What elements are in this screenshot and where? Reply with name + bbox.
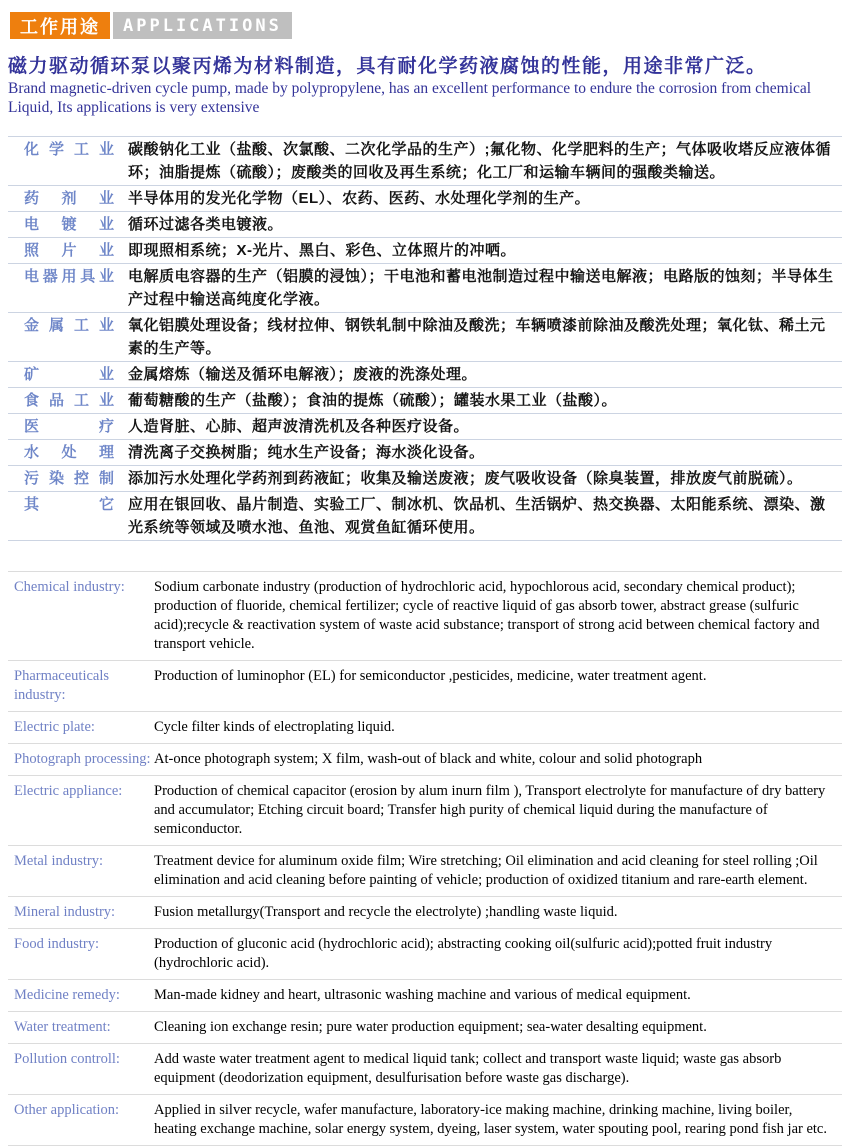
row-text: Fusion metallurgy(Transport and recycle the electrolyte) ;handling waste liquid.: [154, 904, 618, 920]
row-label: Pharmaceuticals industry:: [14, 668, 110, 703]
row-text: Production of gluconic acid (hydrochloric acid); abstracting cooking oil(sulfuric acid);potted fruit industry (hydrochloric acid).: [154, 936, 773, 971]
row-text: Man-made kidney and heart, ultrasonic washing machine and various of medical equipment.: [154, 987, 691, 1003]
row-text: 碳酸钠化工业（盐酸、次氯酸、二次化学品的生产）;氟化物、化学肥料的生产；气体吸收塔反应液体循环；油脂提炼（硫酸）；废酸类的回收及再生系统；化工厂和运输车辆间的强酸类输送。: [128, 141, 831, 181]
table-row: [8, 929, 842, 980]
row-label: 金属工业: [24, 317, 114, 334]
row-text: Cleaning ion exchange resin; pure water production equipment; sea-water desalting equipment.: [154, 1019, 707, 1035]
row-label: 电器用具业: [24, 268, 114, 285]
row-label: 医疗: [24, 418, 114, 435]
row-label: Medicine remedy:: [14, 987, 120, 1003]
row-text: 应用在银回收、晶片制造、实验工厂、制冰机、饮品机、生活锅炉、热交换器、太阳能系统、漂染、激光系统等领域及喷水池、鱼池、观赏鱼缸循环使用。: [128, 496, 826, 536]
row-text: Applied in silver recycle, wafer manufacture, laboratory-ice making machine, drinking machine, living boiler, heating exchange machine, solar energy system, dyeing, laser system, water spouting pool, rearing pond fish jar etc.: [154, 1102, 827, 1137]
table-row: [8, 264, 842, 313]
table-row: [8, 661, 842, 712]
row-label: Other application:: [14, 1102, 120, 1118]
row-text: 循环过滤各类电镀液。: [128, 216, 284, 233]
row-label: 药剂业: [24, 190, 114, 207]
section-title-zh: 工作用途: [10, 12, 110, 39]
table-row: [8, 572, 842, 661]
table-row: [8, 897, 842, 929]
row-label: 水处理: [24, 444, 114, 461]
section-header: [10, 12, 850, 39]
table-row: [8, 980, 842, 1012]
row-label: Water treatment:: [14, 1019, 111, 1035]
table-row: [8, 186, 842, 212]
row-label: 化学工业: [24, 141, 114, 158]
row-label: 污染控制: [24, 470, 114, 487]
table-row: [8, 466, 842, 492]
row-text: 葡萄糖酸的生产（盐酸）；食油的提炼（硫酸）；罐装水果工业（盐酸）。: [128, 392, 618, 409]
row-text: Production of luminophor (EL) for semiconductor ,pesticides, medicine, water treatment agent.: [154, 668, 707, 684]
applications-table-zh: [8, 136, 842, 541]
applications-table-en: [8, 571, 842, 1146]
table-row: [8, 1095, 842, 1146]
table-row: [8, 414, 842, 440]
row-text: At-once photograph system; X film, wash-out of black and white, colour and solid photograph: [154, 751, 703, 767]
row-label: 食品工业: [24, 392, 114, 409]
row-text: Cycle filter kinds of electroplating liquid.: [154, 719, 395, 735]
section-title-en: APPLICATIONS: [113, 12, 292, 39]
row-label: 矿业: [24, 366, 114, 383]
table-row: [8, 440, 842, 466]
table-row: [8, 776, 842, 846]
row-label: Electric plate:: [14, 719, 95, 735]
table-row: [8, 362, 842, 388]
table-row: [8, 712, 842, 744]
table-row: [8, 492, 842, 541]
row-label: Mineral industry:: [14, 904, 116, 920]
row-label: Pollution controll:: [14, 1051, 120, 1067]
row-text: 氧化铝膜处理设备；线材拉伸、钢铁轧制中除油及酸洗；车辆喷漆前除油及酸洗处理；氧化钛、稀土元素的生产等。: [128, 317, 826, 357]
row-text: Treatment device for aluminum oxide film; Wire stretching; Oil elimination and acid cleaning for steel rolling ;Oil elimination and acid cleaning before painting of vehicle; production of oxidized titanium and rare-earth element.: [154, 853, 818, 888]
row-text: 即现照相系统；X-光片、黑白、彩色、立体照片的冲哂。: [128, 242, 517, 259]
table-row: [8, 1044, 842, 1095]
row-text: 半导体用的发光化学物（EL）、农药、医药、水处理化学剂的生产。: [128, 190, 591, 207]
row-text: Sodium carbonate industry (production of hydrochloric acid, hypochlorous acid, secondary chemical product); production of fluoride, chemical fertilizer; cycle of reactive liquid of gas absorb tower, abstract grease (sulfuric acid);recycle & reactivation system of waste acid substance; transport of strong acid between chemical factory and transport vehicle.: [154, 579, 820, 652]
row-text: Production of chemical capacitor (erosion by alum inurn film ), Transport electrolyte for manufacture of dry battery and accumulator; Etching circuit board; Transfer high purity of chemical liquid during the manufacture of semiconductor.: [154, 783, 826, 837]
table-row: [8, 388, 842, 414]
intro-text-en: Brand magnetic-driven cycle pump, made by polypropylene, has an excellent performance to endure the corrosion from chemical Liquid, Its applications is very extensive: [8, 80, 812, 116]
row-label: 其它: [24, 496, 114, 513]
table-row: [8, 744, 842, 776]
row-label: Photograph processing:: [14, 751, 151, 767]
intro-text-zh: 磁力驱动循环泵以聚丙烯为材料制造，具有耐化学药液腐蚀的性能，用途非常广泛。: [8, 56, 767, 77]
row-label: Chemical industry:: [14, 579, 125, 595]
row-label: 照片业: [24, 242, 114, 259]
table-row: [8, 212, 842, 238]
row-label: 电镀业: [24, 216, 114, 233]
row-text: 人造肾脏、心肺、超声波清洗机及各种医疗设备。: [128, 418, 470, 435]
row-text: 添加污水处理化学药剂到药液缸；收集及输送废液；废气吸收设备（除臭装置，排放废气前脱硫）。: [128, 470, 803, 487]
table-row: [8, 137, 842, 186]
row-label: Electric appliance:: [14, 783, 123, 799]
table-row: [8, 1012, 842, 1044]
row-label: Food industry:: [14, 936, 99, 952]
table-row: [8, 846, 842, 897]
row-label: Metal industry:: [14, 853, 104, 869]
table-row: [8, 313, 842, 362]
row-text: 金属熔炼（输送及循环电解液）；废液的洗涤处理。: [128, 366, 478, 383]
row-text: 清洗离子交换树脂；纯水生产设备；海水淡化设备。: [128, 444, 485, 461]
row-text: Add waste water treatment agent to medical liquid tank; collect and transport waste liquid; waste gas absorb equipment (deodorization equipment, desulfurisation before waste gas discharge).: [154, 1051, 782, 1086]
table-row: [8, 238, 842, 264]
row-text: 电解质电容器的生产（铝膜的浸蚀）；干电池和蓄电池制造过程中输送电解液；电路版的蚀刻；半导体生产过程中输送高纯度化学液。: [128, 268, 834, 308]
